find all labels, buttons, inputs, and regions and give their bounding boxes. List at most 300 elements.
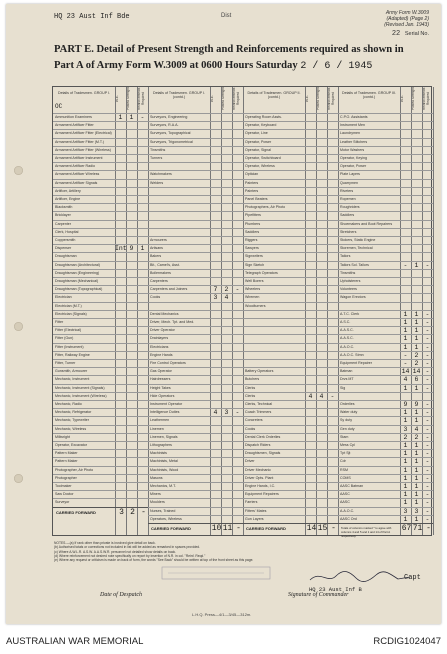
count-cell-rr: -: [425, 450, 430, 458]
trade-label: Draughtsmen, Signals: [245, 451, 281, 456]
count-cell-ws: 3: [213, 294, 218, 302]
table-row: [148, 211, 243, 219]
table-row: [148, 375, 243, 383]
trade-label: Tailors: [340, 254, 351, 259]
carried-forward-row: [338, 523, 433, 536]
table-row: [53, 400, 148, 408]
carried-forward-ws: 10: [211, 524, 222, 533]
table-row: [148, 474, 243, 482]
trade-label: Mechanic, Instrument (Wireless): [55, 393, 107, 398]
column-rule: [433, 87, 434, 535]
table-row: [53, 293, 148, 301]
carried-forward-ps: 2: [130, 507, 135, 517]
table-row: [53, 121, 148, 129]
trade-label: Fitter (Gun): [55, 336, 74, 341]
trade-label: Stokers, Static Engine: [340, 238, 376, 242]
table-row: [148, 277, 243, 285]
numeric-column-header: W.E.: [210, 95, 214, 103]
table-row: [243, 195, 338, 203]
carried-forward-row: [243, 523, 338, 536]
table-row: [53, 252, 148, 260]
trade-label: A.T.C. Clerk: [340, 311, 360, 316]
trade-label: Coach Trimmers: [245, 410, 272, 415]
table-row: [338, 392, 433, 400]
unit-name: HQ 23 Aust Inf Bde: [54, 13, 130, 21]
trade-label: Tinsmiths: [340, 270, 356, 275]
trade-label: Hide Operators: [150, 393, 175, 398]
table-row: [338, 482, 433, 490]
trade-label: AASC Ord: [340, 516, 357, 521]
table-row: [243, 236, 338, 244]
count-cell-ps: 1: [414, 515, 419, 523]
trade-label: Sign Sketch: [245, 262, 265, 267]
table-row: [338, 449, 433, 457]
trade-label: Fitter (Electrical): [55, 328, 82, 333]
table-row: [148, 359, 243, 367]
form-reference: Army Form W.3009 (Adapted) (Page 2) (Revised Jan. 1943): [384, 10, 429, 28]
table-row: [53, 441, 148, 449]
trade-label: Laundrymen: [340, 131, 360, 136]
table-row: [243, 179, 338, 187]
carried-forward-ps: 15: [317, 524, 328, 533]
table-row: [148, 310, 243, 318]
trade-label: Mechanic, Instrument (Signals): [55, 385, 105, 390]
table-row: [53, 146, 148, 154]
trade-label: Photographers, Air Photo: [245, 205, 286, 210]
table-row: [148, 400, 243, 408]
table-row: [148, 261, 243, 269]
trade-label: Plumbers: [245, 221, 261, 226]
trade-label: Operator, Keying: [340, 156, 367, 160]
count-cell-ps: 1: [414, 319, 419, 326]
table-row: [53, 236, 148, 244]
trade-label: Fitter, Turner: [55, 361, 76, 365]
trade-label: Masons: [150, 475, 163, 480]
table-row: [148, 113, 243, 121]
count-cell-rr: -: [140, 114, 145, 121]
numeric-column-header: Posted Strength: [316, 87, 320, 111]
trade-label: Bricklayer: [55, 213, 71, 218]
group-column: [338, 87, 433, 538]
trade-label: Fire Control Operators: [150, 361, 186, 365]
table-row: [243, 154, 338, 162]
count-cell-rr: -: [425, 515, 430, 523]
table-row: [338, 507, 433, 515]
numeric-column-header: Reinforcements Required: [232, 87, 240, 111]
signature-label: Signature of Commander: [288, 592, 349, 598]
table-row: [338, 375, 433, 383]
table-row: [148, 269, 243, 277]
form-title-line-1: PART E. Detail of Present Strength and Reinforcements required as shown in: [54, 44, 404, 55]
table-row: [338, 367, 433, 375]
table-row: [53, 466, 148, 474]
trade-label: Mess Cpl: [340, 443, 355, 447]
trade-label: RSM: [340, 467, 348, 472]
count-cell-ps: 9: [129, 245, 134, 253]
trade-label: Surveyors, Topographical: [150, 131, 191, 136]
count-cell-ws: 1: [403, 491, 408, 499]
table-row: [338, 318, 433, 326]
count-cell-ws: 4: [403, 376, 408, 384]
trade-label: Drvs MT: [340, 377, 354, 382]
table-row: [243, 269, 338, 277]
table-row: [148, 236, 243, 244]
punch-hole-bottom: [14, 474, 23, 483]
trade-label: A.A.O.C. Stmn: [340, 352, 364, 357]
distribution-label: Dist: [221, 13, 232, 19]
count-cell-rr: -: [425, 425, 430, 433]
count-cell-ps: 1: [414, 335, 419, 343]
table-row: [53, 334, 148, 342]
trade-label: Dental Clerk Orderlies: [245, 434, 281, 439]
count-cell-ps: 1: [414, 417, 419, 425]
trade-label: A.A.S.C.: [340, 336, 354, 341]
table-row: [148, 129, 243, 137]
trade-label: Quarrymen: [340, 180, 358, 185]
numeric-column-header: Posted Strength: [411, 87, 415, 111]
table-row: [53, 228, 148, 236]
trade-label: Moulders: [150, 500, 165, 505]
trade-label: Saddlers: [245, 229, 260, 234]
trade-label: Operator, Line: [245, 131, 268, 136]
count-cell-ps: 2: [414, 433, 419, 441]
trade-label: Equipment Repairer: [340, 361, 372, 365]
trade-label: Upholsterers: [340, 279, 361, 283]
table-row: [148, 228, 243, 236]
trade-label: COMS: [340, 475, 351, 480]
table-row: [338, 384, 433, 392]
trade-label: Millwright: [55, 434, 70, 439]
trade-label: Ammunition Examiners: [55, 115, 92, 119]
count-cell-ws: -: [403, 351, 408, 359]
numeric-column-header: Posted Strength: [221, 87, 225, 111]
punch-hole-top: [14, 166, 23, 175]
table-row: [338, 334, 433, 342]
count-cell-ps: 4: [319, 392, 324, 400]
table-row: [338, 425, 433, 433]
numeric-column-header: Reinforcements Required: [327, 87, 335, 111]
trade-label: Signwriters: [245, 254, 263, 259]
trade-label: Riggers: [245, 238, 258, 242]
table-row: [338, 211, 433, 219]
table-row: [338, 466, 433, 474]
trade-label: Fitters' Mates: [245, 508, 267, 513]
trade-label: Engine Hands: [150, 352, 173, 357]
table-row: [148, 343, 243, 351]
numeric-column-header: W.E.: [305, 95, 309, 103]
trade-label: Shoemakers and Boot Repairers: [340, 221, 393, 226]
table-row: [148, 498, 243, 506]
group-column: [148, 87, 243, 535]
trade-label: Sy duty: [340, 418, 352, 423]
table-row: [148, 351, 243, 359]
count-cell-rr: -: [425, 376, 430, 384]
count-cell-ps: 6: [414, 376, 419, 384]
table-row: [338, 400, 433, 408]
trade-label: Operator, Keyboard: [245, 123, 277, 128]
count-cell-ws: 1: [403, 327, 408, 335]
table-row: [243, 392, 338, 400]
trade-label: Instrument Operator: [150, 402, 183, 406]
table-row: [148, 285, 243, 293]
table-row: [243, 400, 338, 408]
trade-label: Tinsmiths: [150, 147, 166, 152]
trade-label: Electrician: [55, 295, 72, 300]
table-row: [148, 302, 243, 310]
trade-label: Armament Artificer Fitter (Electrical): [55, 131, 112, 136]
trade-label: Clerks, Technical: [245, 402, 273, 406]
trade-label: Ropemen: [340, 197, 356, 201]
table-row: [53, 244, 148, 252]
count-cell-ps: 1: [414, 261, 419, 269]
trade-label: Butchers: [245, 377, 260, 382]
trade-label: A.A.S.C.: [340, 328, 354, 333]
trade-label: Artificer, Artillery: [55, 188, 81, 193]
table-row: [148, 162, 243, 170]
table-row: [338, 129, 433, 137]
trade-label: Armourers: [150, 238, 167, 242]
form-title-line-2: Part A of Army Form W.3009 at 0600 Hours Saturday 2 / 6 / 1945: [54, 60, 373, 72]
table-row: [53, 384, 148, 392]
table-row: [243, 310, 338, 318]
table-row: [338, 285, 433, 293]
trade-label: Draughtsman (Engineering): [55, 270, 100, 275]
table-row: [148, 220, 243, 228]
count-cell-ws: 1: [403, 450, 408, 458]
count-cell-rr: -: [425, 384, 430, 392]
table-row: [338, 195, 433, 203]
count-cell-rr: -: [425, 483, 430, 490]
table-row: [243, 343, 338, 351]
count-cell-ws: 1: [118, 114, 123, 121]
numeric-column-header: Reinforcements Required: [137, 87, 145, 111]
table-row: [338, 220, 433, 228]
count-cell-ws: 1: [403, 483, 408, 490]
count-cell-rr: -: [425, 491, 430, 499]
count-cell-ws: 1: [403, 310, 408, 318]
count-cell-rr: -: [425, 474, 430, 482]
group-header: Details of Tradesmen. GROUP I. (contd.): [152, 91, 206, 99]
count-cell-rr: -: [425, 261, 430, 269]
count-cell-rr: -: [425, 507, 430, 515]
trade-label: Armament Artificer Instrument: [55, 156, 103, 160]
count-cell-ps: 1: [414, 499, 419, 507]
table-row: [338, 252, 433, 260]
trade-label: Driver Operator: [150, 328, 175, 333]
table-row: [243, 449, 338, 457]
group-column: [243, 87, 338, 535]
count-cell-ws: 1: [403, 417, 408, 425]
trade-label: Orderlies: [340, 402, 355, 406]
carried-forward-ws: 14: [306, 524, 317, 533]
trade-label: Artisans: [150, 246, 163, 251]
table-row: [243, 293, 338, 301]
count-cell-rr: -: [425, 499, 430, 507]
trade-label: Pattern Maker: [55, 451, 78, 456]
count-cell-rr: -: [425, 319, 430, 326]
table-row: [148, 121, 243, 129]
count-cell-ws: 1: [403, 409, 408, 417]
trade-label: Draughtsman: [55, 254, 77, 259]
table-row: [338, 203, 433, 211]
report-date: 2 / 6 / 1945: [300, 61, 373, 72]
table-row: [243, 211, 338, 219]
trade-label: Clerks: [245, 385, 256, 390]
table-row: [338, 457, 433, 465]
trade-label: Painters: [245, 188, 259, 193]
group-header: Details of Tradesmen. GROUP III. (contd.): [341, 91, 397, 99]
table-row: [338, 261, 433, 269]
table-row: [148, 138, 243, 146]
count-cell-ws: -: [403, 261, 408, 269]
table-row: [338, 228, 433, 236]
table-row: [338, 310, 433, 318]
trade-label: Armament Artificer Signals: [55, 180, 98, 185]
table-row: [243, 457, 338, 465]
table-row: [338, 170, 433, 178]
count-cell-ws: Int: [115, 245, 127, 253]
count-cell-ws: 1: [403, 474, 408, 482]
table-row: [53, 220, 148, 228]
trade-label: Blacksmith: [55, 205, 73, 210]
trade-label: Dental Mechanics: [150, 311, 179, 316]
trade-label: Electrician (M.T.): [55, 303, 82, 308]
table-row: [53, 170, 148, 178]
trade-label: Dispenser: [55, 246, 72, 251]
count-cell-ws: 4: [213, 409, 218, 417]
count-cell-rr: -: [235, 286, 240, 294]
trade-label: Mechanic, Wireless: [55, 426, 87, 431]
trade-label: Operator, Signal: [245, 147, 271, 152]
table-row: [148, 334, 243, 342]
count-cell-ps: 1: [414, 442, 419, 449]
count-cell-ws: 1: [403, 335, 408, 343]
trade-label: Armament Artificer Wireless: [55, 172, 100, 177]
trade-label: Clerk, Hospital: [55, 229, 79, 234]
table-row: [148, 326, 243, 334]
form-page: [6, 4, 441, 624]
table-row: [243, 138, 338, 146]
table-row: [243, 466, 338, 474]
count-cell-ps: 1: [414, 466, 419, 474]
table-row: [53, 490, 148, 498]
table-row: [148, 179, 243, 187]
table-row: [148, 482, 243, 490]
trade-label: Stam: [340, 434, 349, 439]
trade-label: Saw Doctor: [55, 492, 74, 497]
trade-label: Saddlers: [340, 213, 355, 218]
table-row: [243, 187, 338, 195]
table-row: [243, 474, 338, 482]
count-cell-rr: -: [425, 368, 430, 376]
count-cell-ps: 1: [129, 114, 134, 121]
count-cell-ps: 4: [414, 425, 419, 433]
carried-forward-ps: 71: [412, 524, 423, 533]
table-row: [338, 326, 433, 334]
trade-label: Optician: [245, 172, 259, 177]
table-row: [53, 302, 148, 310]
trade-label: Intelligence Duties: [150, 410, 180, 415]
table-row: [338, 408, 433, 416]
trade-label: Mechanic, Radio: [55, 402, 82, 406]
trade-label: Batman: [340, 369, 353, 374]
table-row: [53, 195, 148, 203]
trade-label: Operating Room Assts.: [245, 115, 282, 119]
table-row: [243, 367, 338, 375]
table-row: [53, 498, 148, 506]
carried-forward-ps: 11: [222, 524, 233, 533]
table-row: [243, 507, 338, 515]
trade-label: Dispatch Riders: [245, 443, 271, 447]
table-row: [338, 302, 433, 310]
table-row: [338, 269, 433, 277]
commander-signature: [306, 568, 416, 586]
trade-label: Wiremen: [245, 295, 260, 300]
table-row: [53, 203, 148, 211]
count-cell-ws: 1: [403, 319, 408, 326]
trade-label: Fitter: [55, 320, 64, 324]
table-row: [338, 293, 433, 301]
count-cell-ps: 2: [414, 351, 419, 359]
table-row: [148, 154, 243, 162]
trade-label: Artificer, Engine: [55, 197, 81, 201]
table-row: [338, 474, 433, 482]
count-cell-rr: -: [425, 442, 430, 449]
numeric-column-header: W.E.: [400, 95, 404, 103]
trade-label: Riveters: [340, 188, 354, 193]
table-row: [148, 170, 243, 178]
count-cell-rr: -: [425, 458, 430, 466]
strength-table: [52, 86, 432, 536]
trade-label: Surveyors, Trigonometrical: [150, 139, 193, 144]
trade-label: Coppersmith: [55, 238, 76, 242]
serial-number: 22 Serial No.: [391, 30, 429, 38]
count-cell-rr: -: [425, 433, 430, 441]
count-cell-ps: 1: [414, 409, 419, 417]
table-row: [338, 154, 433, 162]
carried-forward-rr: -: [426, 524, 431, 533]
table-row: [53, 392, 148, 400]
count-cell-ps: 2: [224, 286, 229, 294]
trade-label: Storemen, Technical: [340, 246, 373, 251]
count-cell-ps: 3: [224, 409, 229, 417]
count-cell-ps: 1: [414, 491, 419, 499]
trade-label: Welders: [150, 180, 164, 185]
trade-label: Stretchers: [340, 229, 357, 234]
table-row: [243, 170, 338, 178]
trade-label: Boilermakers: [150, 270, 171, 275]
trade-label: Draughtsman (Architectural): [55, 262, 100, 267]
table-row: [53, 449, 148, 457]
count-cell-ws: 2: [403, 433, 408, 441]
trade-label: Plate Layers: [340, 172, 360, 177]
table-row: [53, 326, 148, 334]
trade-label: Surveyors, Engineering: [150, 115, 188, 119]
table-row: [53, 187, 148, 195]
carried-forward-rr: -: [331, 524, 336, 533]
trade-label: Leathermen: [150, 418, 170, 423]
trade-label: Turners: [150, 156, 163, 160]
table-row: [148, 146, 243, 154]
table-row: [53, 113, 148, 121]
trade-label: Farriers: [245, 500, 258, 505]
table-row: [53, 425, 148, 433]
trade-label: Mechanic, Instrument: [55, 377, 90, 382]
trade-label: AASC Batman: [340, 484, 364, 488]
table-row: [243, 285, 338, 293]
table-row: [148, 408, 243, 416]
trade-label: Miners: [150, 492, 161, 497]
